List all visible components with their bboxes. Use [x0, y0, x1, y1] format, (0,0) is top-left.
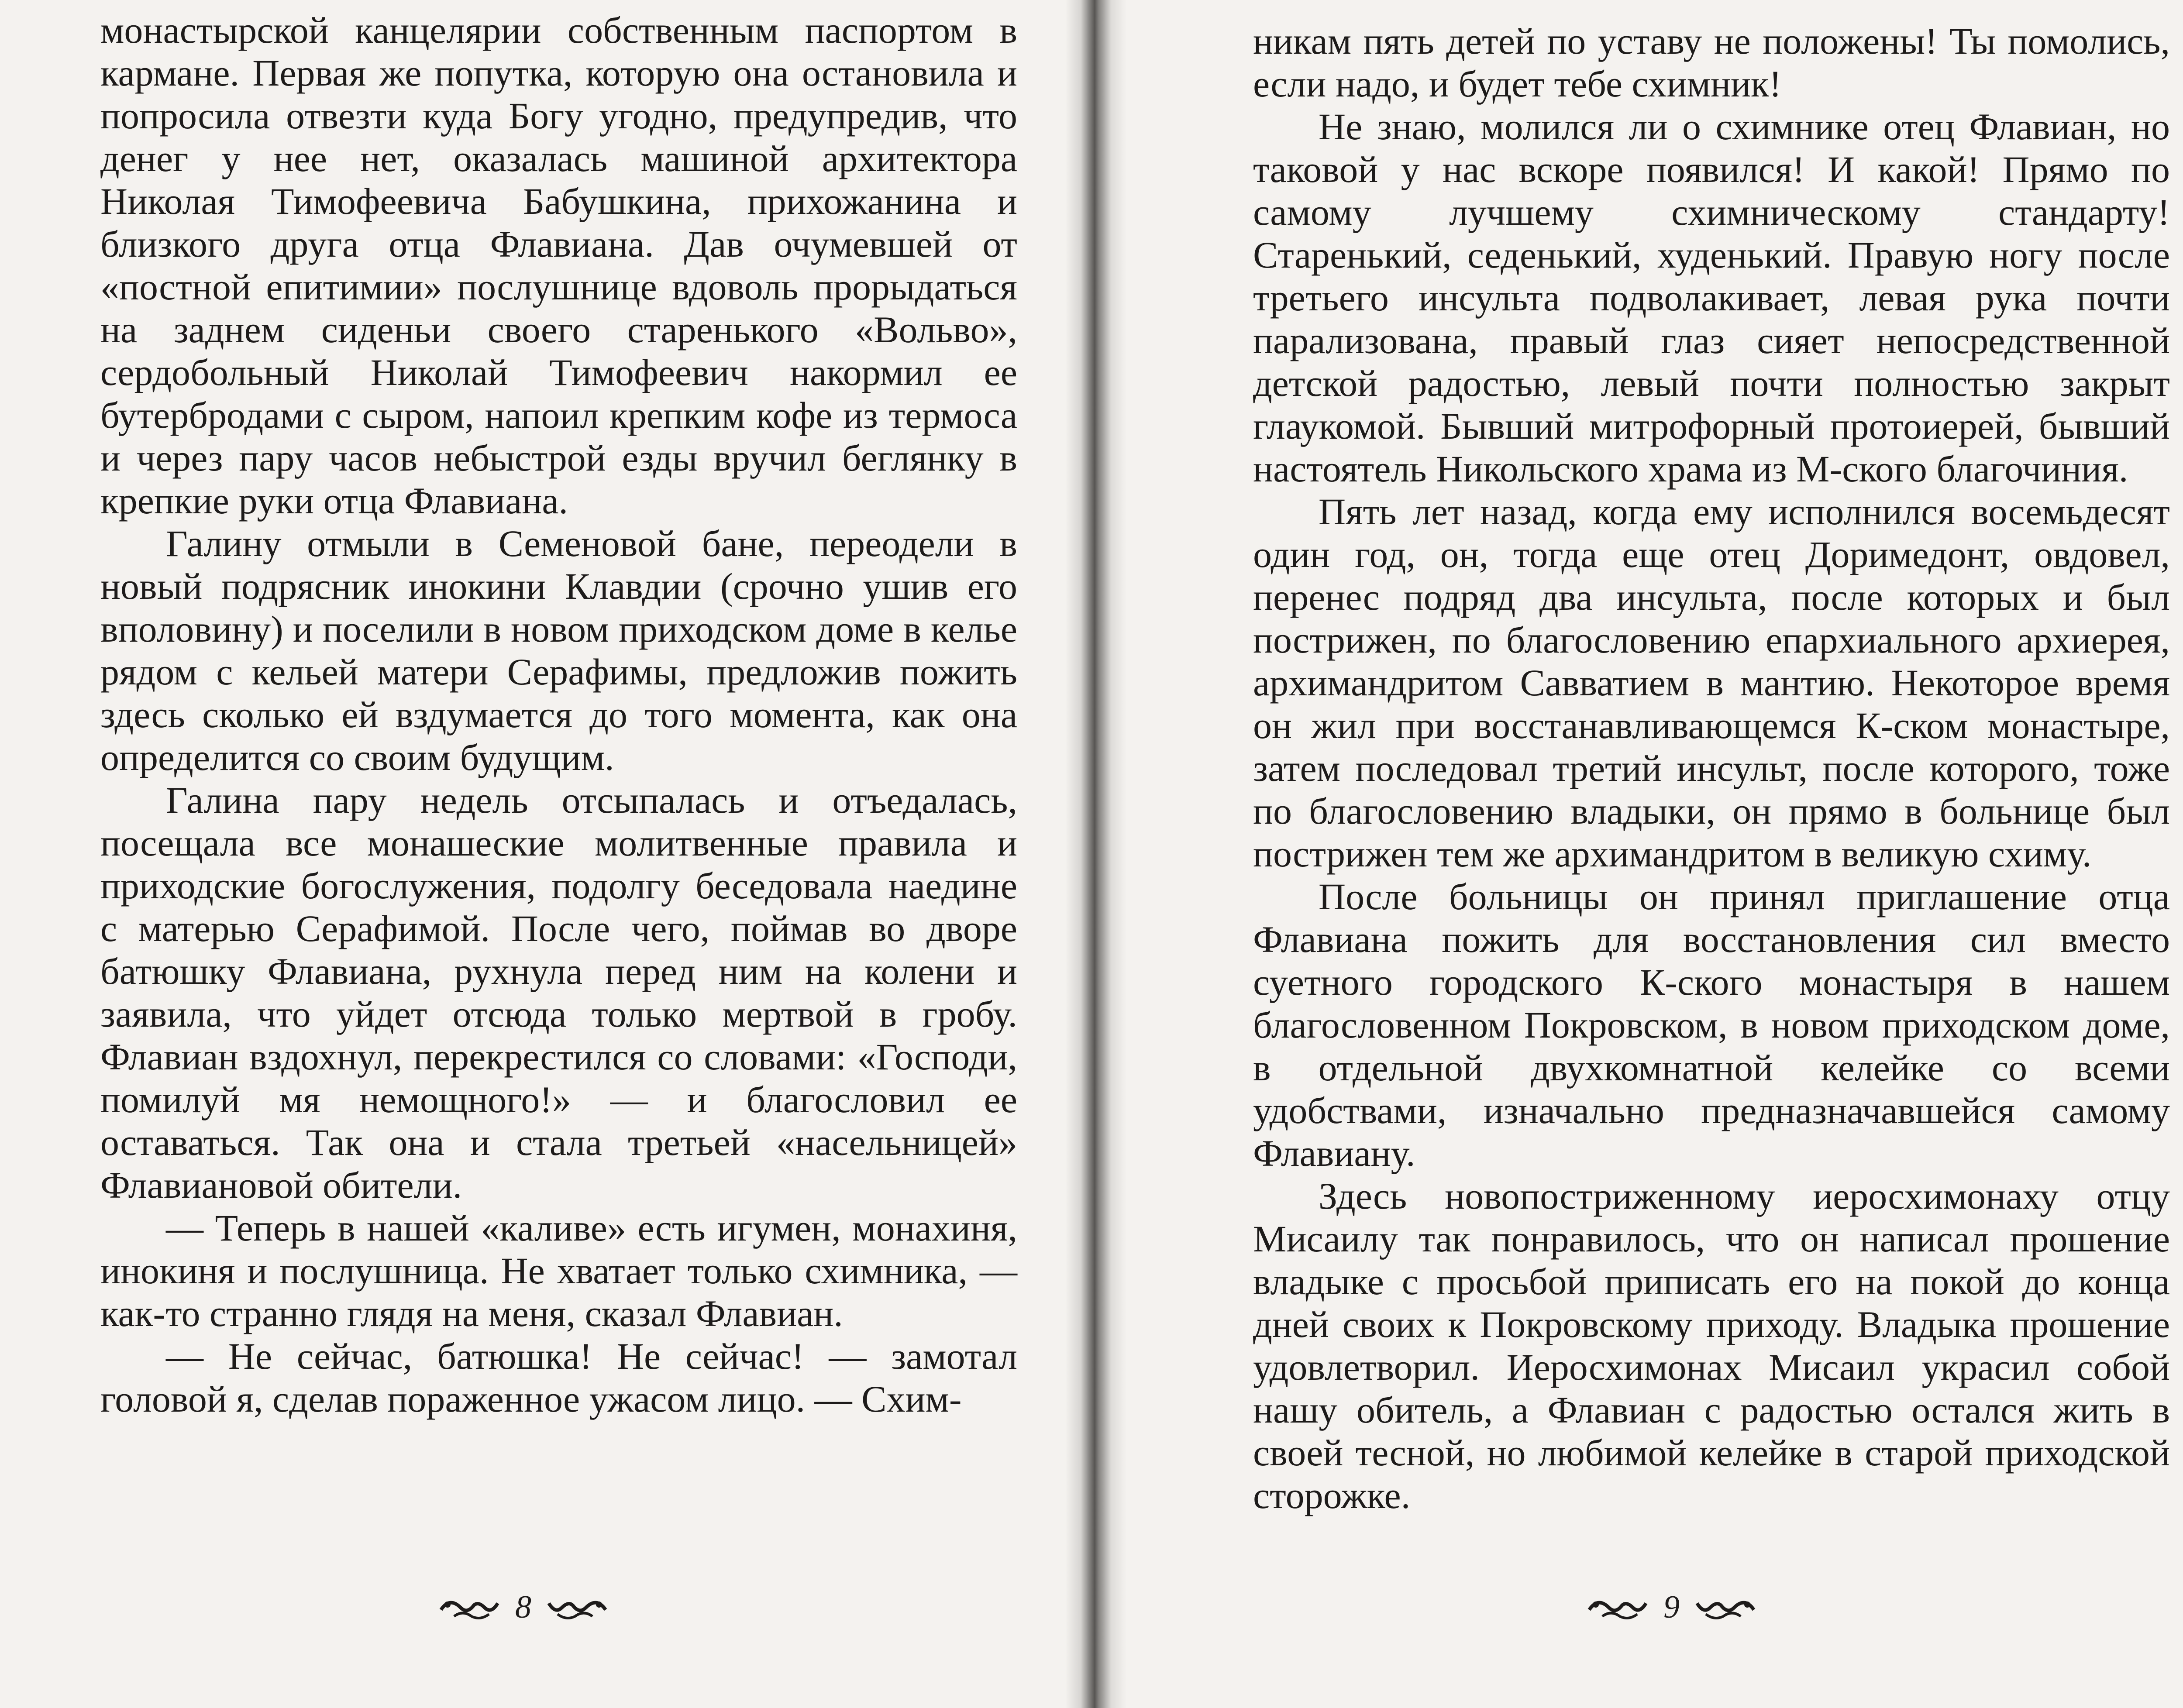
- left-page: [0, 0, 1087, 1708]
- paragraph: После больницы он принял приглашение отца Флавиана пожить для восстановления сил вместо суетного городского К-ского монастыря в нашем благословенном Покровском, в новом приходском доме, в отдельной двухкомнатной келейке со всеми удобствами, изначально предназначавшейся самому Флавиану.: [1253, 876, 2170, 1174]
- page-number-left: [437, 1589, 610, 1626]
- paragraph: — Не сейчас, батюшка! Не сейчас! — замотал головой я, сделав пораженное ужасом лицо. — Схим-: [100, 1335, 1017, 1420]
- page-number: 8: [515, 1589, 531, 1625]
- book-gutter-shadow: [1065, 0, 1126, 1708]
- paragraph: Галина пару недель отсыпалась и отъедалась, посещала все монашеские молитвенные правила и приходские богослужения, подолгу беседовала наедине с матерью Серафимой. После чего, поймав во дворе батюшку Флавиана, рухнула перед ним на колени и заявила, что уйдет отсюда только мертвой в гробу. Флавиан вздохнул, перекрестился со словами: «Господи, помилуй мя немощного!» — и благословил ее оставаться. Так она и стала третьей «насельницей» Флавиановой обители.: [100, 779, 1017, 1206]
- page-number: 9: [1663, 1589, 1680, 1625]
- floral-flourish-icon: [544, 1592, 610, 1623]
- right-page-text: [1253, 20, 2170, 1517]
- paragraph: Галину отмыли в Семеновой бане, переодели в новый подрясник инокини Клавдии (срочно ушив его вполовину) и поселили в новом приходском доме в келье рядом с кельей матери Серафимы, предложив пожить здесь сколько ей вздумается до того момента, как она определится со своим будущим.: [100, 522, 1017, 778]
- floral-flourish-icon: [437, 1592, 502, 1623]
- floral-flourish-icon: [1585, 1592, 1650, 1623]
- left-page-text: [100, 9, 1017, 1420]
- paragraph: Не знаю, молился ли о схимнике отец Флавиан, но таковой у нас вскоре появился! И какой! Прямо по самому лучшему схимническому стандарту! Старенький, седенький, худенький. Правую ногу после третьего инсульта подволакивает, левая рука почти парализована, правый глаз сияет непосредственной детской радостью, левый почти полностью закрыт глаукомой. Бывший митрофорный протоиерей, бывший настоятель Никольского храма из М-ского благочиния.: [1253, 106, 2170, 490]
- page-number-right: [1585, 1589, 1758, 1626]
- floral-flourish-icon: [1693, 1592, 1758, 1623]
- paragraph: Здесь новопостриженному иеросхимонаху отцу Мисаилу так понравилось, что он написал прошение владыке с просьбой приписать его на покой до конца дней своих к Покровскому приходу. Владыка прошение удовлетворил. Иеросхимонах Мисаил украсил собой нашу обитель, а Флавиан с радостью остался жить в своей тесной, но любимой келейке в старой приходской сторожке.: [1253, 1175, 2170, 1516]
- paragraph: Пять лет назад, когда ему исполнился восемьдесят один год, он, тогда еще отец Доримедонт, овдовел, перенес подряд два инсульта, после которых и был пострижен, по благословению епархиального архиерея, архимандритом Савватием в мантию. Некоторое время он жил при восстанавливающемся К-ском монастыре, затем последовал третий инсульт, после которого, тоже по благословению владыки, он прямо в больнице был пострижен тем же архимандритом в великую схиму.: [1253, 491, 2170, 875]
- paragraph: никам пять детей по уставу не положены! Ты помолись, если надо, и будет тебе схимник!: [1253, 20, 2170, 105]
- right-page: [1105, 0, 2183, 1708]
- paragraph: — Теперь в нашей «каливе» есть игумен, монахиня, инокиня и послушница. Не хватает только схимника, — как-то странно глядя на меня, сказал Флавиан.: [100, 1207, 1017, 1334]
- paragraph: монастырской канцелярии собственным паспортом в кармане. Первая же попутка, которую она остановила и попросила отвезти куда Богу угодно, предупредив, что денег у нее нет, оказалась машиной архитектора Николая Тимофеевича Бабушкина, прихожанина и близкого друга отца Флавиана. Дав очумевшей от «постной епитимии» послушнице вдоволь прорыдаться на заднем сиденьи своего старенького «Вольво», сердобольный Николай Тимофеевич накормил ее бутербродами с сыром, напоил крепким кофе из термоса и через пару часов небыстрой езды вручил беглянку в крепкие руки отца Флавиана.: [100, 9, 1017, 522]
